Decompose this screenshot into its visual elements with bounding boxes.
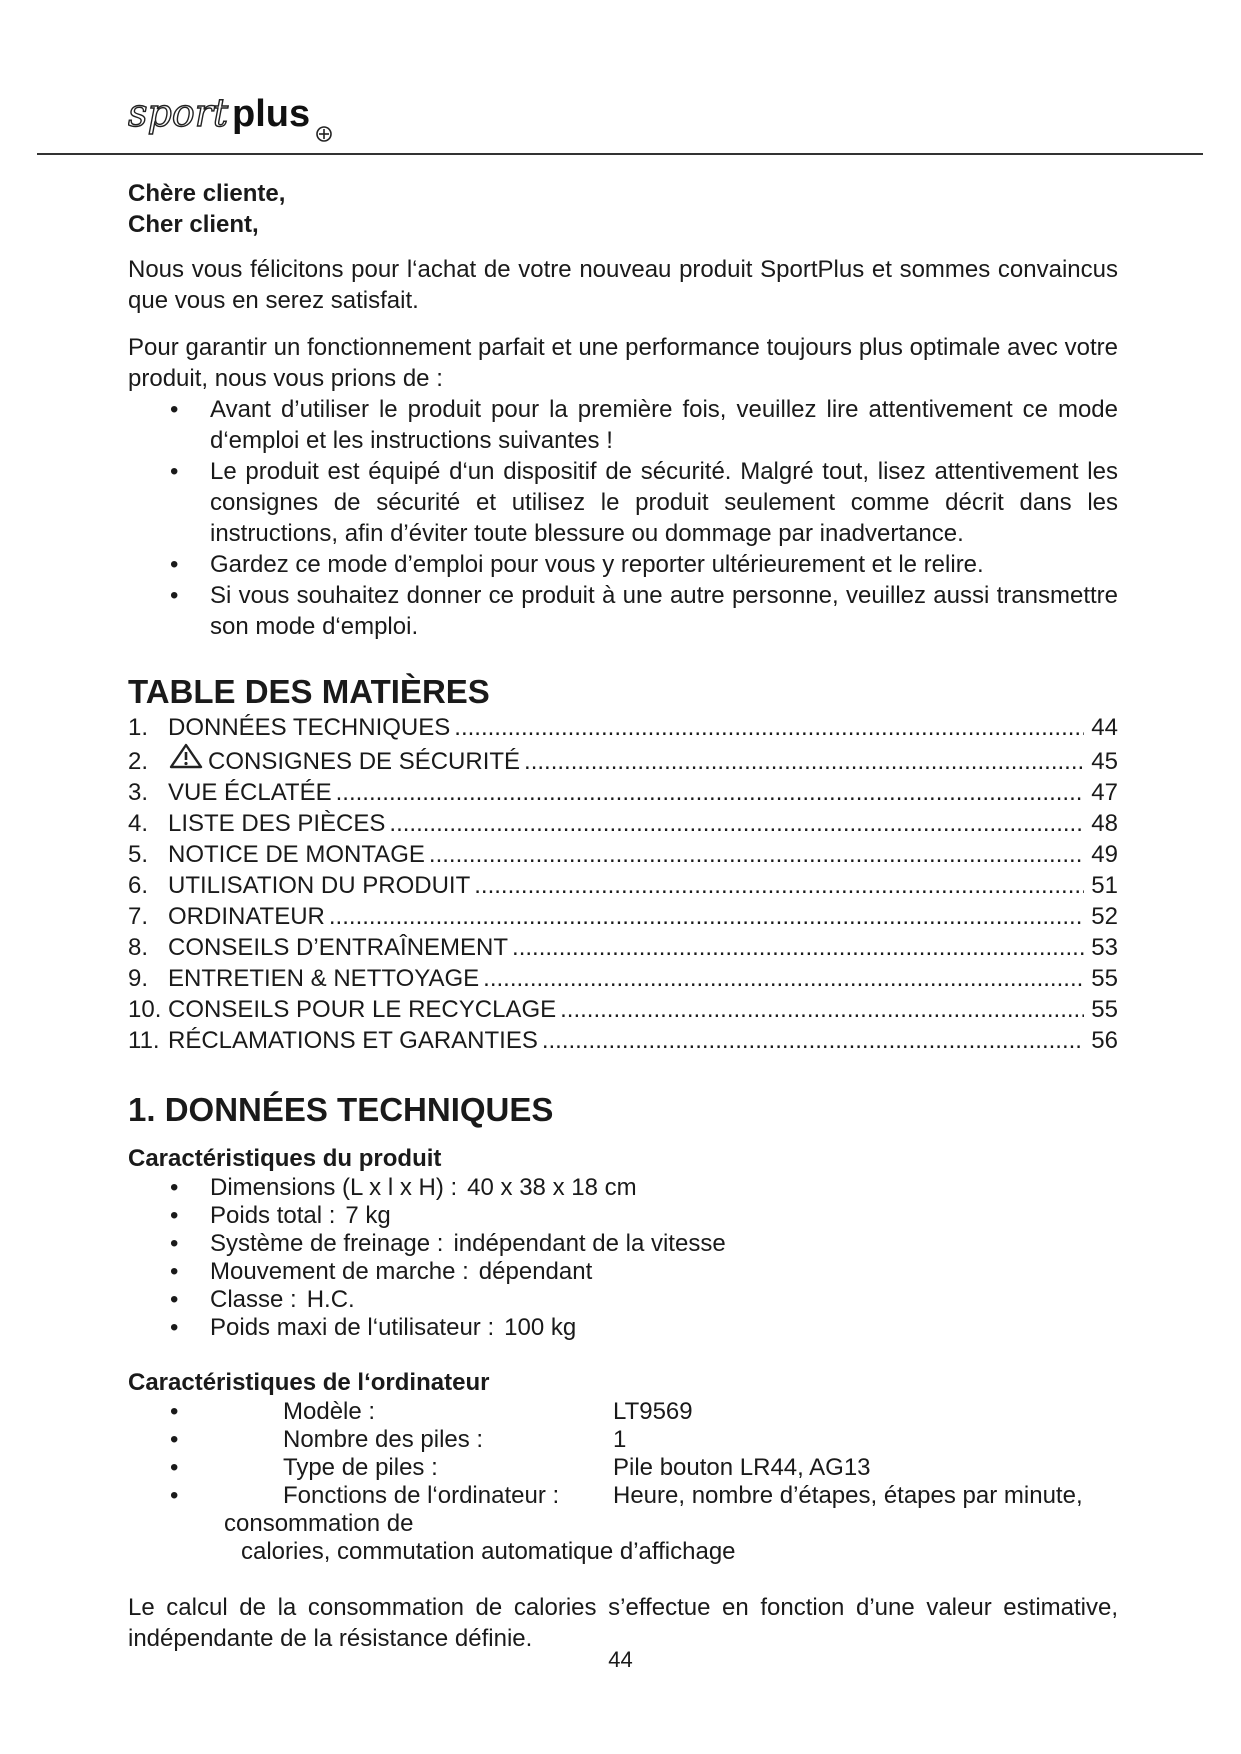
toc-entry: 10. CONSEILS POUR LE RECYCLAGE ..... 55 [128, 994, 1118, 1025]
toc-entry: 4. LISTE DES PIÈCES ..... 48 [128, 808, 1118, 839]
page-number: 44 [608, 1647, 633, 1672]
toc-entry: 3. VUE ÉCLATÉE ..... 47 [128, 777, 1118, 808]
toc-entry: 9. ENTRETIEN & NETTOYAGE ..... 55 [128, 963, 1118, 994]
toc-entry: 2. CONSIGNES DE SÉCURITÉ ..... 45 [128, 743, 1118, 777]
page-header [0, 0, 1241, 160]
list-item: • Système de freinage : indépendant de la vitesse [128, 1230, 1118, 1258]
toc-entry: 11. RÉCLAMATIONS ET GARANTIES ..... 56 [128, 1025, 1118, 1056]
computer-functions-continuation-1: consommation de [224, 1510, 414, 1537]
list-item: • Poids maxi de l‘utilisateur : 100 kg [128, 1314, 1118, 1342]
page-content [128, 178, 1118, 1654]
sportplus-logo [128, 86, 338, 146]
list-item: • Gardez ce mode d’emploi pour vous y reporter ultérieurement et le relire. [128, 549, 1118, 580]
table-row: • Type de piles : Pile bouton LR44, AG13 [170, 1454, 871, 1481]
product-specs-list [128, 1174, 1118, 1342]
product-specs-heading: Caractéristiques du produit [128, 1145, 442, 1172]
list-item: • Dimensions (L x l x H) : 40 x 38 x 18 cm [128, 1174, 1118, 1202]
list-item: • Classe : H.C. [128, 1286, 1118, 1314]
intro-paragraph-1: Nous vous félicitons pour l‘achat de votre nouveau produit SportPlus et sommes convaincus que vous en serez satisfait. [128, 256, 1118, 314]
toc-entry: 8. CONSEILS D’ENTRAÎNEMENT ..... 53 [128, 932, 1118, 963]
calorie-note: Le calcul de la consommation de calories s’effectue en fonction d’une valeur estimative, indépendante de la résistance définie. [128, 1594, 1118, 1652]
table-row: • Modèle : LT9569 [170, 1398, 693, 1425]
logo-text-light: sport [128, 91, 229, 135]
table-row: • Fonctions de l‘ordinateur : Heure, nombre d’étapes, étapes par minute, [170, 1482, 1083, 1509]
toc-entry: 1. DONNÉES TECHNIQUES ..... 44 [128, 712, 1118, 743]
logo-text-bold: plus [232, 93, 311, 135]
plus-icon [317, 127, 331, 141]
warning-triangle-icon [168, 743, 204, 769]
computer-specs-table [128, 1398, 1083, 1510]
computer-specs-heading: Caractéristiques de l‘ordinateur [128, 1369, 490, 1396]
list-item: • Le produit est équipé d‘un dispositif de sécurité. Malgré tout, lisez attentivement les consignes de sécurité et utilisez le produit seulement comme décrit dans les instructions, afin d’éviter toute blessure ou dommage par inadvertance. [128, 456, 1118, 549]
intro-paragraph-2: Pour garantir un fonctionnement parfait et une performance toujours plus optimale avec votre produit, nous vous prions de : [128, 334, 1118, 392]
intro-bullets [128, 394, 1118, 642]
table-of-contents [128, 712, 1118, 1056]
greeting-line-1: Chère cliente, [128, 180, 286, 207]
computer-functions-continuation-2: calories, commutation automatique d’affichage [241, 1538, 736, 1565]
toc-entry: 7. ORDINATEUR ..... 52 [128, 901, 1118, 932]
list-item: • Si vous souhaitez donner ce produit à une autre personne, veuillez aussi transmettre son mode d‘emploi. [128, 580, 1118, 642]
toc-entry: 5. NOTICE DE MONTAGE ..... 49 [128, 839, 1118, 870]
toc-entry: 6. UTILISATION DU PRODUIT ..... 51 [128, 870, 1118, 901]
header-divider [37, 153, 1203, 155]
section-title-technical-data: 1. DONNÉES TECHNIQUES [128, 1091, 554, 1128]
table-row: • Nombre des piles : 1 [170, 1426, 627, 1453]
list-item: • Poids total : 7 kg [128, 1202, 1118, 1230]
greeting-line-2: Cher client, [128, 211, 259, 238]
list-item: • Avant d’utiliser le produit pour la première fois, veuillez lire attentivement ce mode d‘emploi et les instructions suivantes ! [128, 394, 1118, 456]
list-item: • Mouvement de marche : dépendant [128, 1258, 1118, 1286]
toc-title: TABLE DES MATIÈRES [128, 673, 490, 710]
